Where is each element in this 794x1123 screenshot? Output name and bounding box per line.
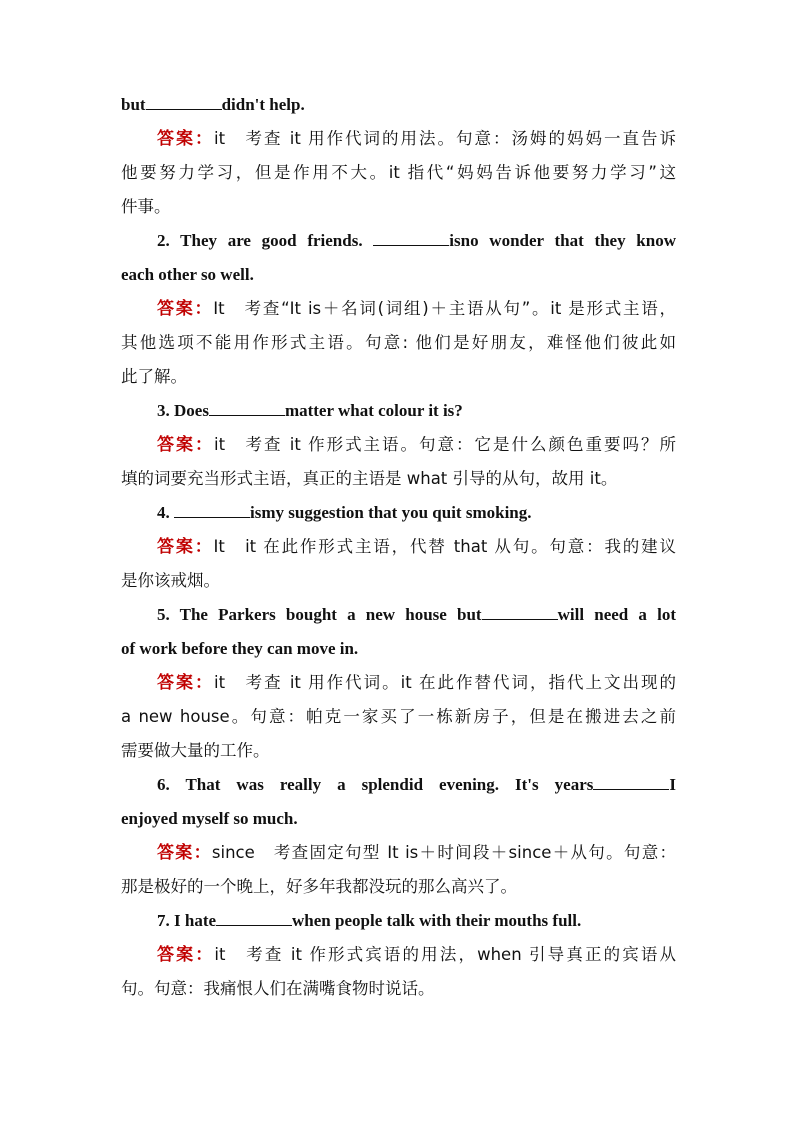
question-text: when people talk with their mouths full. [292, 911, 582, 930]
question-text: ismy suggestion that you quit smoking. [250, 503, 532, 522]
question-line [121, 802, 676, 836]
question-line [121, 88, 676, 122]
answer-blank [146, 94, 222, 110]
answer-text: 需要做大量的工作。 [121, 741, 270, 760]
answer-line [121, 666, 676, 700]
question-text: will need a lot [557, 605, 676, 624]
answer-label: 答案： [157, 299, 214, 318]
answer-text: It 考查“It is＋名词(词组)＋主语从句”。it 是形式主语， [213, 299, 677, 318]
answer-text: 那是极好的一个晚上，好多年我都没玩的那么高兴了。 [121, 877, 517, 896]
answer-line [121, 836, 676, 870]
answer-line [121, 972, 676, 1006]
answer-line [121, 326, 676, 360]
answer-text: since 考查固定句型 It is＋时间段＋since＋从句。句意： [211, 843, 677, 862]
answer-line [121, 938, 676, 972]
question-text: 4. [157, 503, 174, 522]
question-text: 7. I hate [157, 911, 217, 930]
answer-label: 答案： [157, 537, 214, 556]
answer-text: 其他选项不能用作形式主语。句意: 他们是好朋友，难怪他们彼此如 [121, 333, 676, 352]
answer-text: a new house。句意：帕克一家买了一栋新房子，但是在搬进去之前 [121, 707, 676, 726]
question-text: each other so well. [121, 265, 254, 284]
answer-text: 件事。 [121, 197, 171, 216]
question-text: enjoyed myself so much. [121, 809, 298, 828]
question-text: 6. That was really a splendid evening. It's years [157, 775, 594, 794]
answer-text: 句。句意：我痛恨人们在满嘴食物时说话。 [121, 979, 435, 998]
question-text: I [669, 775, 676, 794]
question-line [121, 224, 676, 258]
question-text: but [121, 95, 146, 114]
question-text: 5. The Parkers bought a new house but [157, 605, 482, 624]
answer-line [121, 870, 676, 904]
answer-line [121, 292, 676, 326]
answer-blank [209, 400, 285, 416]
answer-label: 答案： [157, 435, 214, 454]
answer-line [121, 156, 676, 190]
answer-line [121, 564, 676, 598]
answer-text: 是你该戒烟。 [121, 571, 220, 590]
answer-line [121, 734, 676, 768]
question-text: matter what colour it is? [284, 401, 463, 420]
question-line [121, 394, 676, 428]
question-text: isno wonder that they know [449, 231, 676, 250]
answer-label: 答案： [157, 129, 214, 148]
question-text: didn't help. [221, 95, 305, 114]
answer-blank [593, 774, 669, 790]
answer-blank [174, 502, 250, 518]
answer-line [121, 700, 676, 734]
question-line [121, 904, 676, 938]
answer-blank [216, 910, 292, 926]
answer-text: 填的词要充当形式主语，真正的主语是 what 引导的从句，故用 it。 [121, 469, 618, 488]
answer-label: 答案： [157, 945, 215, 964]
answer-label: 答案： [157, 843, 212, 862]
answer-line [121, 462, 676, 496]
question-text: of work before they can move in. [121, 639, 359, 658]
answer-text: 他要努力学习，但是作用不大。it 指代“妈妈告诉他要努力学习”这 [121, 163, 676, 182]
question-line [121, 258, 676, 292]
question-line [121, 598, 676, 632]
question-line [121, 632, 676, 666]
answer-blank [482, 604, 558, 620]
answer-line [121, 360, 676, 394]
answer-text: it 考查 it 作形式主语。句意：它是什么颜色重要吗？所 [214, 435, 676, 454]
answer-blank [373, 230, 449, 246]
document-body [121, 88, 676, 1006]
answer-text: 此了解。 [121, 367, 187, 386]
answer-line [121, 428, 676, 462]
answer-line [121, 530, 676, 564]
answer-label: 答案： [157, 673, 215, 692]
question-text: 2. They are good friends. [157, 231, 374, 250]
question-line [121, 768, 676, 802]
question-text: 3. Does [157, 401, 209, 420]
answer-line [121, 190, 676, 224]
answer-line [121, 122, 676, 156]
question-line [121, 496, 676, 530]
answer-text: it 考查 it 用作代词的用法。句意：汤姆的妈妈一直告诉 [214, 129, 676, 148]
answer-text: It it 在此作形式主语，代替 that 从句。句意：我的建议 [213, 537, 676, 556]
answer-text: it 考查 it 作形式宾语的用法，when 引导真正的宾语从 [214, 945, 677, 964]
answer-text: it 考查 it 用作代词。it 在此作替代词，指代上文出现的 [214, 673, 676, 692]
